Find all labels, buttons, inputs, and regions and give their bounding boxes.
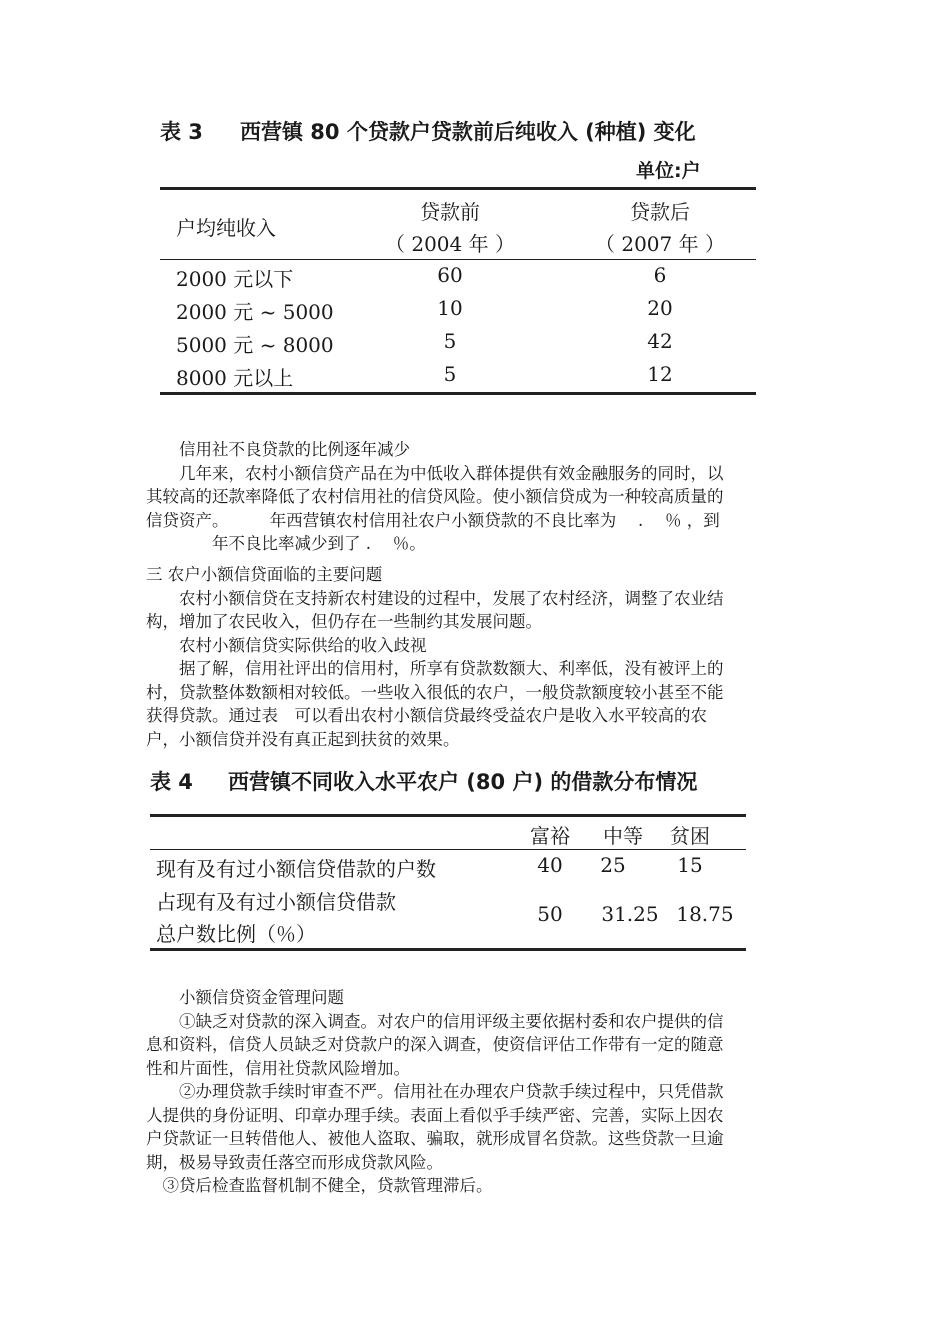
table3-bottom-rule <box>160 392 756 395</box>
table3-unit: 单位:户 <box>636 160 701 182</box>
table4-header-poor: 贫困 <box>670 824 710 848</box>
section1-heading: 信用社不良贷款的比例逐年减少 <box>179 440 410 459</box>
table3-title: 西营镇 80 个贷款户贷款前后纯收入 (种植) 变化 <box>240 120 696 144</box>
table3-row-after: 42 <box>647 329 673 353</box>
table4-row1-label: 现有及有过小额信贷借款的户数 <box>156 857 436 881</box>
table4-caption <box>150 766 697 796</box>
paragraph-line: 息和资料，信贷人员缺乏对贷款户的深入调查，使资信评估工作带有一定的随意 <box>146 1035 724 1054</box>
table3-row-range: 8000 元以上 <box>176 366 294 390</box>
table4-top-rule <box>150 814 746 817</box>
section2 <box>146 563 808 751</box>
table3-label: 表 3 <box>160 120 203 144</box>
table3-row-before: 60 <box>437 263 463 287</box>
paragraph-line: 人提供的身份证明、印章办理手续。表面上看似乎手续严密、完善，实际上因农 <box>146 1105 724 1125</box>
paragraph-line: ②办理贷款手续时审查不严。信用社在办理农户贷款手续过程中，只凭借款 <box>179 1082 724 1101</box>
section2-heading: 三 农户小额信贷面临的主要问题 <box>146 565 383 584</box>
table3-row-range: 2000 元以下 <box>176 267 294 291</box>
paragraph-line: 其较高的还款率降低了农村信用社的信贷风险。使小额信贷成为一种较高质量的 <box>146 487 724 506</box>
table4-row1-value: 40 <box>537 853 563 877</box>
table3-header-after: 贷款后 <box>630 200 690 224</box>
table4-bottom-rule <box>150 948 746 951</box>
paragraph-line: 几年来，农村小额信贷产品在为中低收入群体提供有效金融服务的同时，以 <box>179 463 724 483</box>
table3-row-range: 5000 元 ~ 8000 <box>176 333 334 357</box>
paragraph-line: ①缺乏对贷款的深入调查。对农户的信用评级主要依据村委和农户提供的信 <box>179 1011 724 1031</box>
table3-row-before: 5 <box>443 329 457 353</box>
table4-header-middle: 中等 <box>603 824 643 848</box>
table3-header-before-year: （ 2004 年 ） <box>385 232 515 256</box>
paragraph-line: 信贷资产。 年西营镇农村信用社农户小额贷款的不良比率为 . ％ ，到 <box>146 510 720 530</box>
table3-row-after: 20 <box>647 296 673 320</box>
table4-row2-label: 占现有及有过小额信贷借款 <box>156 890 396 914</box>
table3-row-after: 12 <box>647 362 673 386</box>
section2-subheading: 农村小额信贷实际供给的收入歧视 <box>179 635 427 655</box>
section1 <box>146 438 808 556</box>
table4-row2-value: 50 <box>537 902 563 926</box>
table4-row2-value: 31.25 <box>601 902 659 926</box>
paragraph-line: 户贷款证一旦转借他人、被他人盗取、骗取，就形成冒名贷款。这些贷款一旦逾 <box>146 1129 724 1148</box>
table4-label: 表 4 <box>150 770 193 794</box>
section3 <box>146 986 808 1198</box>
table3-caption <box>160 116 696 146</box>
paragraph-line: 户，小额信贷并没有真正起到扶贫的效果。 <box>146 729 460 749</box>
table3-header-rule <box>160 259 756 260</box>
paragraph-line: 性和片面性，信用社贷款风险增加。 <box>146 1058 410 1078</box>
section3-heading: 小额信贷资金管理问题 <box>179 988 344 1007</box>
table3-row-range: 2000 元 ~ 5000 <box>176 300 334 324</box>
table3-header-after-year: （ 2007 年 ） <box>595 232 725 256</box>
paragraph-line: ③贷后检查监督机制不健全，贷款管理滞后。 <box>162 1176 493 1195</box>
table4-header-rule <box>150 849 746 850</box>
table4-row1-value: 25 <box>600 853 626 877</box>
paragraph-line: 期，极易导致责任落空而形成贷款风险。 <box>146 1152 443 1172</box>
table3-top-rule <box>160 187 756 190</box>
paragraph-line: 年不良比率减少到了 . ％。 <box>179 534 426 553</box>
table3-row-before: 10 <box>437 296 463 320</box>
table4-row1-value: 15 <box>677 853 703 877</box>
table4-header-rich: 富裕 <box>530 824 570 848</box>
paragraph-line: 农村小额信贷在支持新农村建设的过程中，发展了农村经济，调整了农业结 <box>179 588 724 608</box>
table4-title: 西营镇不同收入水平农户 (80 户) 的借款分布情况 <box>228 770 698 794</box>
paragraph-line: 构，增加了农民收入，但仍存在一些制约其发展问题。 <box>146 612 542 631</box>
paragraph-line: 村，贷款整体数额相对较低。一些收入很低的农户，一般贷款额度较小甚至不能 <box>146 682 724 702</box>
paragraph-line: 获得贷款。通过表 可以看出农村小额信贷最终受益农户是收入水平较高的农 <box>146 706 707 725</box>
table3-row-after: 6 <box>653 263 667 287</box>
table3-row-before: 5 <box>443 362 457 386</box>
paragraph-line: 据了解，信用社评出的信用村，所享有贷款数额大、利率低，没有被评上的 <box>179 659 724 678</box>
table4-row2-value: 18.75 <box>676 902 734 926</box>
table4-row2-label: 总户数比例（％） <box>156 922 316 946</box>
table3-header-before: 贷款前 <box>420 200 480 224</box>
table3-header-income: 户均纯收入 <box>176 216 276 240</box>
